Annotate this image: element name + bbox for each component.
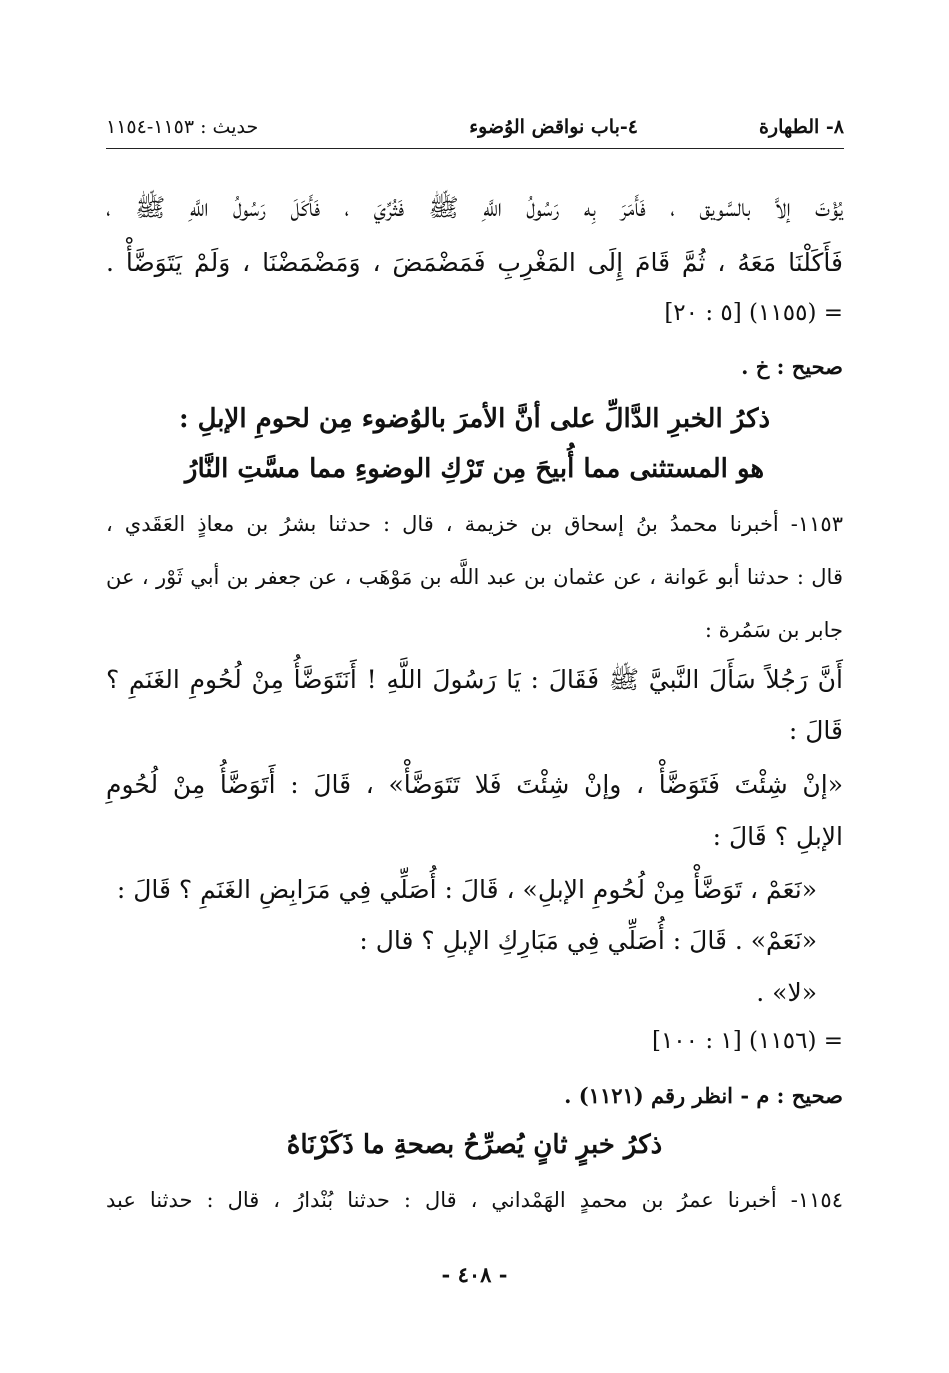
isnad-line: قال : حدثنا أبو عَوانة ، عن عثمان بن عبد اللَّه بن مَوْهَب ، عن جعفر بن أبي ثَوْر ، عن bbox=[106, 565, 843, 589]
section-heading: هو المستثنى مما أُبيحَ مِن تَرْكِ الوضوءِ مما مسَّتِ النَّارُ bbox=[184, 454, 765, 484]
page-number: - ٤٠٨ - bbox=[441, 1262, 508, 1287]
text-line: فَأَكَلْنَا مَعَهُ ، ثُمَّ قَامَ إِلَى المَغْرِبِ فَمَضْمَضَ ، وَمَضْمَضْنَا ، وَلَمْ يَتَوَضَّأْ . bbox=[106, 248, 843, 277]
book-section: ٨- الطهارة bbox=[758, 116, 844, 138]
text-line: يُؤْتَ إلاَّ بالسَّويق ، فَأَمَرَ بِه رَسُولُ اللَّهِ ﷺ فَثُرِّيَ ، فَأَكَلَ رَسُولُ اللَّهِ ﷺ ، bbox=[106, 193, 843, 222]
cross-reference: = (١١٥٥) [٥ : ٢٠] bbox=[664, 300, 843, 326]
grading-note: صحيح : م - انظر رقم (١١٢١) . bbox=[564, 1083, 843, 1108]
matn-line: «إنْ شِئْتَ فَتَوَضَّأْ ، وإنْ شِئْتَ فَلا تَتَوَضَّأْ» ، قَالَ : أَتَوَضَّأُ مِنْ لُحُومِ bbox=[106, 770, 843, 799]
matn-line: «نَعَمْ ، تَوَضَّأْ مِنْ لُحُومِ الإبلِ» ، قَالَ : أُصَلِّي فِي مَرَابِضِ الغَنَمِ ؟ قَالَ : bbox=[116, 875, 817, 904]
running-header bbox=[106, 112, 844, 149]
hadith-range: حديث : ١١٥٣-١١٥٤ bbox=[106, 116, 259, 138]
matn-line: قَالَ : bbox=[788, 716, 843, 745]
matn-line: الإبلِ ؟ قَالَ : bbox=[712, 822, 843, 851]
section-heading: ذكرُ خبرٍ ثانٍ يُصرِّحُ بصحةِ ما ذَكَرْنَاهُ bbox=[286, 1130, 663, 1160]
isnad-line: ١١٥٣- أخبرنا محمدُ بنُ إسحاق بن خزيمة ، قال : حدثنا بشرُ بن معاذٍ العَقَدي ، bbox=[106, 512, 843, 536]
matn-line: «لا» . bbox=[756, 978, 817, 1007]
chapter-title: ٤-باب نواقض الوُضوء bbox=[469, 116, 638, 138]
isnad-line: جابر بن سَمُرة : bbox=[704, 618, 843, 642]
isnad-line: ١١٥٤- أخبرنا عمرُ بن محمدٍ الهَمْداني ، قال : حدثنا بُنْدارُ ، قال : حدثنا عبد bbox=[106, 1188, 843, 1212]
section-heading: ذكرُ الخبرِ الدَّالِّ على أنَّ الأمرَ بالوُضوء مِن لحومِ الإبلِ : bbox=[178, 404, 771, 434]
matn-line: «نَعَمْ» . قَالَ : أُصَلِّي فِي مَبَارِكِ الإبلِ ؟ قال : bbox=[359, 926, 817, 955]
grading-note: صحيح : خ . bbox=[741, 354, 843, 379]
matn-line: أَنَّ رَجُلاً سَأَلَ النَّبيَّ ﷺ فَقَالَ : يَا رَسُولَ اللَّهِ ! أَنَتَوَضَّأُ مِنْ لُحُومِ الغَنَمِ ؟ bbox=[106, 665, 843, 694]
cross-reference: = (١١٥٦) [١ : ١٠٠] bbox=[651, 1028, 843, 1054]
